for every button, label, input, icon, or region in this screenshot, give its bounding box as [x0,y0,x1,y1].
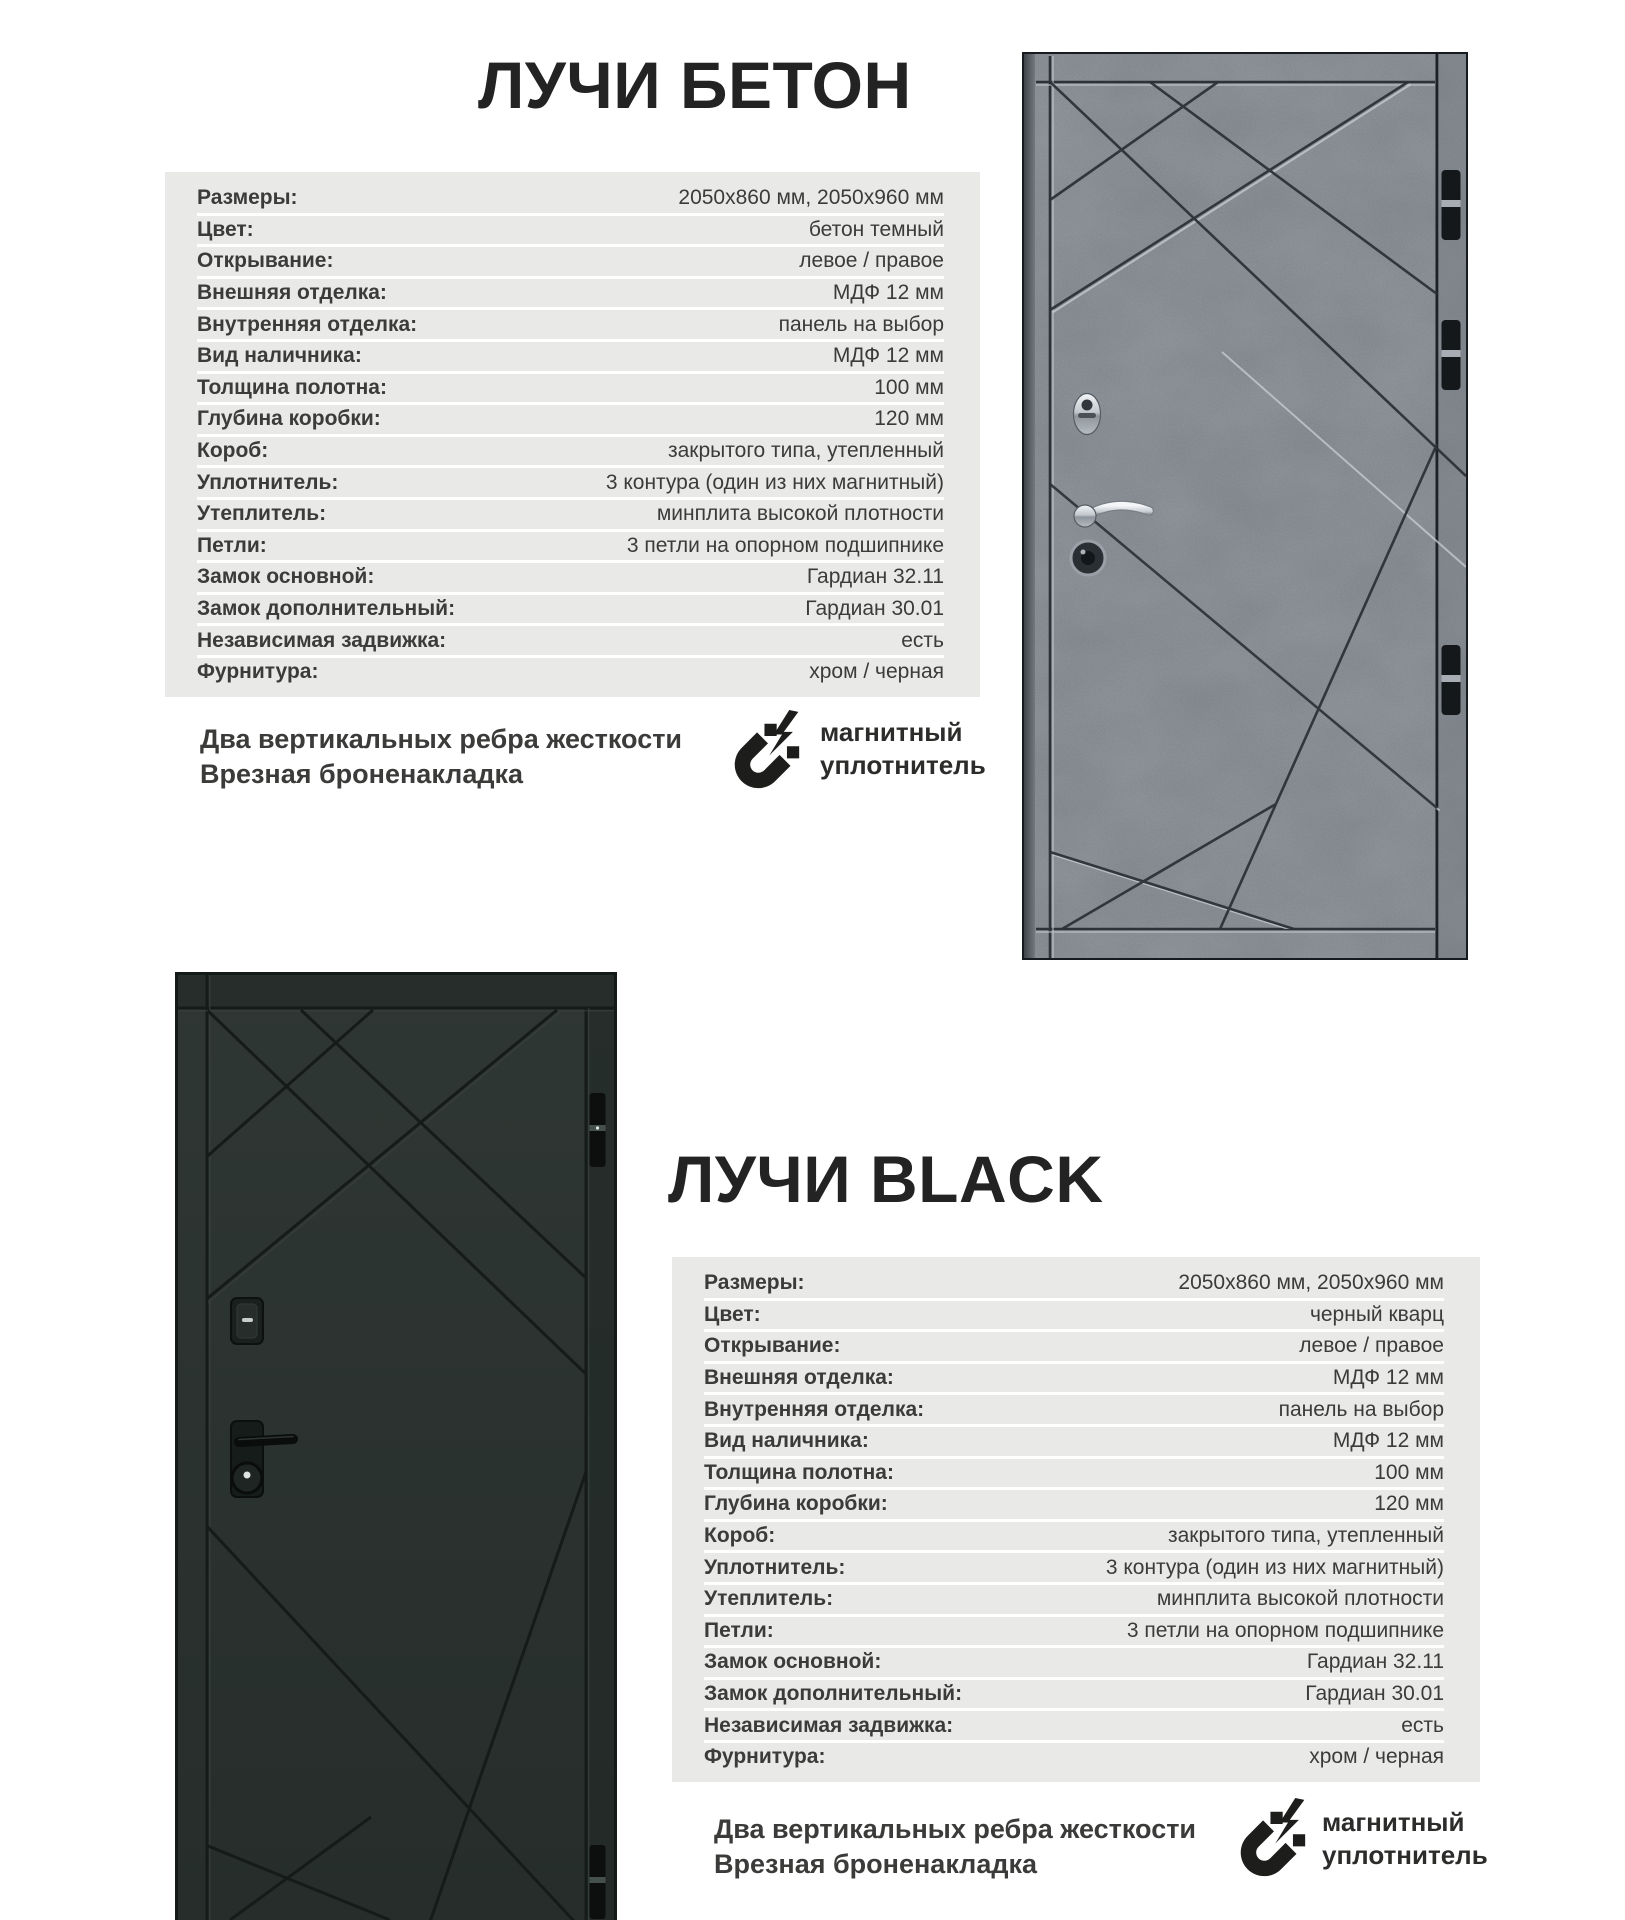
spec-value: минплита высокой плотности [1156,1587,1444,1611]
spec-row [197,437,944,469]
spec-label: Независимая задвижка: [704,1713,954,1737]
spec-value: 3 петли на опорном подшипнике [1126,1618,1444,1642]
spec-row [197,595,944,627]
spec-label: Внутренняя отделка: [197,312,418,336]
spec-row [704,1427,1444,1459]
spec-row [197,279,944,311]
spec-value: хром / черная [809,660,944,684]
spec-row [704,1743,1444,1772]
spec-value: МДФ 12 мм [832,281,944,305]
spec-row [197,626,944,658]
spec-value: МДФ 12 мм [1332,1429,1444,1453]
spec-label: Размеры: [704,1271,805,1295]
spec-value: МДФ 12 мм [1332,1366,1444,1390]
spec-value: закрытого типа, утепленный [1168,1524,1444,1548]
spec-table-beton [165,172,980,697]
door-image-beton [1022,52,1468,960]
lock-knob [1071,541,1105,575]
spec-label: Утеплитель: [704,1587,834,1611]
feature-line: Врезная броненакладка [714,1849,1037,1879]
spec-value: закрытого типа, утепленный [668,439,944,463]
spec-value: бетон темный [808,217,944,241]
product-title-black: ЛУЧИ BLACK [668,1142,1104,1216]
spec-label: Открывание: [704,1334,841,1358]
spec-row [197,468,944,500]
spec-label: Размеры: [197,186,298,210]
badge-line: магнитный [1322,1807,1465,1837]
spec-row [197,658,944,687]
spec-label: Петли: [197,533,267,557]
spec-value: хром / черная [1309,1745,1444,1769]
spec-label: Замок дополнительный: [197,597,456,621]
spec-value: Гардиан 32.11 [806,565,944,589]
spec-label: Открывание: [197,249,334,273]
features-beton [200,722,682,792]
spec-row [704,1459,1444,1491]
spec-row [704,1364,1444,1396]
spec-label: Вид наличника: [197,344,362,368]
spec-value: Гардиан 32.11 [1306,1650,1444,1674]
spec-label: Замок основной: [197,565,375,589]
spec-row [704,1332,1444,1364]
spec-row [197,532,944,564]
spec-row [197,500,944,532]
spec-value: 120 мм [874,407,944,431]
spec-row [197,342,944,374]
spec-value: 3 петли на опорном подшипнике [626,533,944,557]
spec-value: 3 контура (один из них магнитный) [605,470,944,494]
badge-line: уплотнитель [820,750,986,780]
spec-row [704,1648,1444,1680]
spec-table-black [672,1257,1480,1782]
spec-value: левое / правое [1299,1334,1444,1358]
magnet-badge-beton [820,716,986,782]
lock-knob [232,1463,262,1493]
keyhole-escutcheon [1074,394,1101,435]
spec-label: Глубина коробки: [704,1492,888,1516]
spec-value: панель на выбор [778,312,944,336]
spec-label: Утеплитель: [197,502,327,526]
spec-value: Гардиан 30.01 [1305,1682,1444,1706]
spec-value: 100 мм [1374,1460,1444,1484]
magnet-lightning-icon [1228,1798,1308,1890]
spec-row [704,1711,1444,1743]
spec-label: Цвет: [704,1302,761,1326]
spec-label: Толщина полотна: [704,1460,894,1484]
spec-row [704,1585,1444,1617]
badge-line: магнитный [820,717,963,747]
spec-label: Фурнитура: [197,660,319,684]
magnet-lightning-icon [722,710,802,802]
spec-value: минплита высокой плотности [656,502,944,526]
spec-label: Глубина коробки: [197,407,381,431]
spec-label: Внешняя отделка: [197,281,387,305]
spec-row [704,1301,1444,1333]
spec-row [197,216,944,248]
spec-label: Фурнитура: [704,1745,826,1769]
spec-row [197,563,944,595]
spec-label: Цвет: [197,217,254,241]
keyhole-escutcheon [231,1298,263,1344]
feature-line: Два вертикальных ребра жесткости [200,724,683,754]
spec-value: 3 контура (один из них магнитный) [1105,1555,1444,1579]
spec-row [197,405,944,437]
features-black [714,1812,1196,1882]
spec-row [704,1395,1444,1427]
spec-value: 2050х860 мм, 2050х960 мм [1178,1271,1444,1295]
spec-row [704,1617,1444,1649]
spec-value: Гардиан 30.01 [805,597,944,621]
spec-value: левое / правое [799,249,944,273]
spec-label: Короб: [197,439,269,463]
spec-value: 100 мм [874,375,944,399]
spec-value: есть [1401,1713,1444,1737]
door-image-black [175,972,617,1920]
spec-row [197,310,944,342]
feature-line: Врезная броненакладка [200,759,523,789]
spec-label: Вид наличника: [704,1429,869,1453]
spec-label: Уплотнитель: [197,470,339,494]
spec-row [197,184,944,216]
spec-value: панель на выбор [1278,1397,1444,1421]
spec-value: МДФ 12 мм [832,344,944,368]
spec-row [704,1553,1444,1585]
feature-line: Два вертикальных ребра жесткости [714,1814,1197,1844]
spec-row [197,247,944,279]
spec-row [704,1490,1444,1522]
spec-label: Замок основной: [704,1650,882,1674]
spec-row [704,1269,1444,1301]
spec-value: черный кварц [1309,1302,1444,1326]
spec-value: есть [901,628,944,652]
spec-value: 2050х860 мм, 2050х960 мм [678,186,944,210]
spec-label: Внешняя отделка: [704,1366,894,1390]
product-title-beton: ЛУЧИ БЕТОН [478,48,912,122]
spec-value: 120 мм [1374,1492,1444,1516]
spec-label: Петли: [704,1618,774,1642]
spec-label: Независимая задвижка: [197,628,447,652]
spec-row [197,374,944,406]
spec-row [704,1680,1444,1712]
spec-label: Внутренняя отделка: [704,1397,925,1421]
spec-label: Толщина полотна: [197,375,387,399]
spec-row [704,1522,1444,1554]
spec-label: Замок дополнительный: [704,1682,963,1706]
magnet-badge-black [1322,1806,1488,1872]
spec-label: Короб: [704,1524,776,1548]
badge-line: уплотнитель [1322,1840,1488,1870]
spec-label: Уплотнитель: [704,1555,846,1579]
